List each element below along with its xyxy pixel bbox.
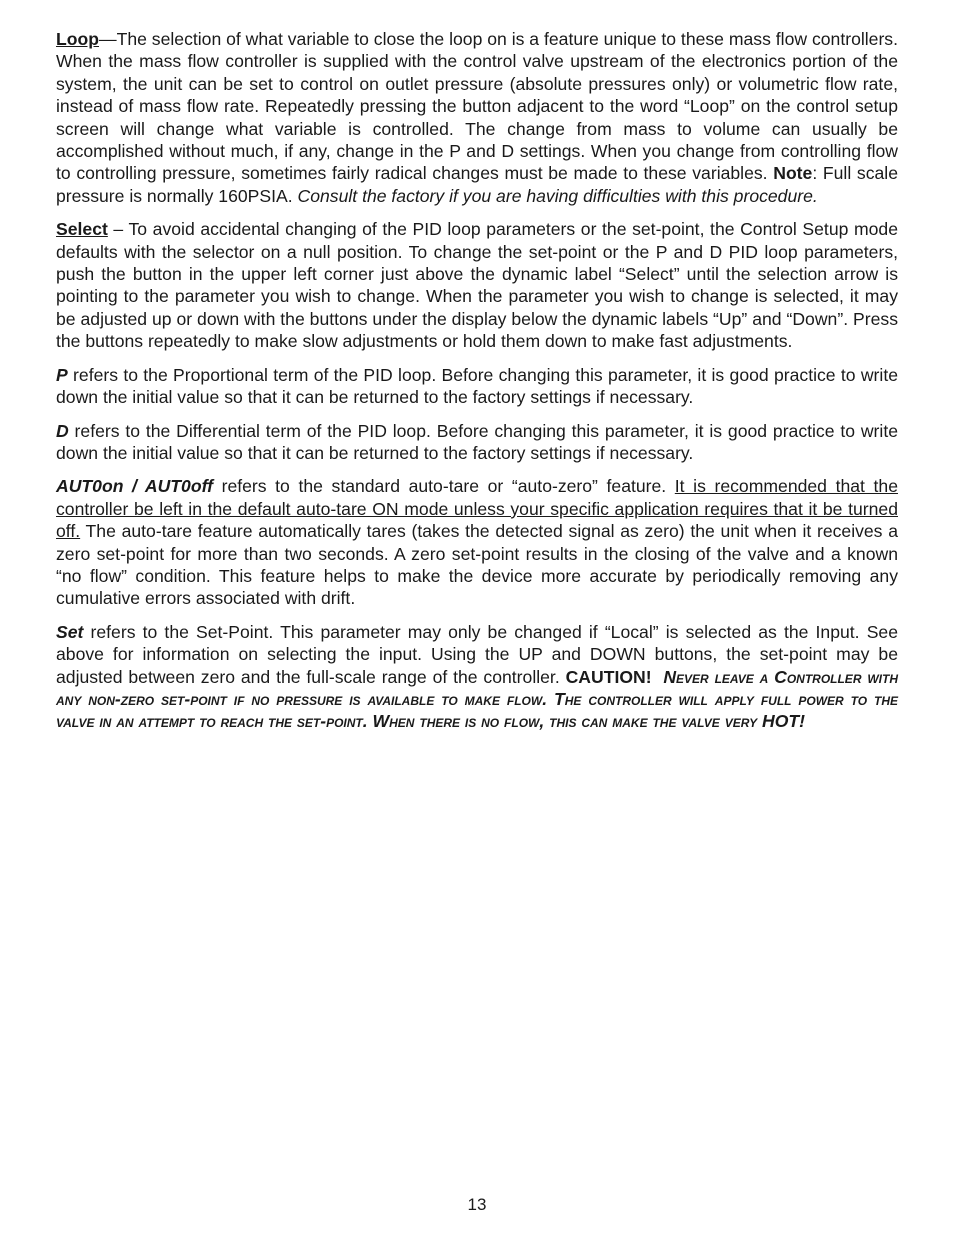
autotare-details: The auto-tare feature automatically tares (takes the detected signal as zero) the unit when it receives a zero set-point for more than two seconds. A zero set-point results in the closing of the valve and a known “no flow” condition. This feature helps to make the device more accurate by periodically removing any cumulative errors associated with drift. [56,521,898,609]
page-number: 13 [467,1195,487,1214]
select-description: – To avoid accidental changing of the PID loop parameters or the set-point, the Control Setup mode defaults with the selector on a null position. To change the set-point or the P and D PID loop parameters, push the button in the upper left corner just above the dynamic label “Select” until the selection arrow is pointing to the parameter you wish to change. When the parameter you wish to change is selected, it may be adjusted up or down with the buttons under the display below the dynamic labels “Up” and “Down”. Press the buttons repeatedly to make slow adjustments or hold them down to make fast adjustments. [56,219,898,352]
select-term: Select [56,219,108,240]
autotare-recommendation: It is recommended that the controller be left in the default auto-tare ON mode unless your specific application requires that it be turned off. [56,476,898,542]
note-text: : Full scale pressure is normally 160PSIA. [56,163,899,206]
autotare-description: refers to the standard auto-tare or “auto-zero” feature. [212,476,675,497]
d-description: refers to the Differential term of the PID loop. Before changing this parameter, it is good practice to write down the initial value so that it can be returned to the factory settings if necessary. [56,420,898,463]
select-paragraph [56,218,898,352]
set-paragraph [56,621,898,733]
autotare-term: AUT0on / AUT0off [56,476,213,497]
d-term: D [56,420,69,441]
p-description: refers to the Proportional term of the PID loop. Before changing this parameter, it is good practice to write down the initial value so that it can be returned to the factory settings if necessary. [56,364,898,408]
set-term: Set [56,621,84,642]
p-term-paragraph [56,364,898,409]
autotare-paragraph [56,475,898,609]
p-term: P [56,364,68,385]
set-description: refers to the Set-Point. This parameter may only be changed if “Local” is selected as the Input. See above for information on selecting the input. Using the UP and DOWN buttons, the set-point may be adjusted between zero and the full-scale range of the controller. [56,621,898,687]
note-label: Note [773,163,813,184]
d-term-paragraph [56,420,898,465]
manual-page-body [56,28,898,744]
caution-warning: Never leave a Controller with any non-zero set-point if no pressure is available to make flow. The controller will apply full power to the valve in an attempt to reach the set-point. When there is no flow, this can make the valve very HOT! [56,666,899,732]
loop-paragraph [56,28,898,207]
loop-description: —The selection of what variable to close the loop on is a feature unique to these mass flow controllers. When the mass flow controller is supplied with the control valve upstream of the electronics portion of the system, the unit can be set to control on outlet pressure (absolute pressures only) or volumetric flow rate, instead of mass flow rate. Repeatedly pressing the button adjacent to the word “Loop” on the control setup screen will change what variable is controlled. The change from mass to volume can usually be accomplished without much, if any, change in the P and D settings. When you change from controlling flow to controlling pressure, sometimes fairly radical changes must be made to these variables. [56,29,898,184]
loop-term: Loop [56,29,99,49]
consult-factory-text: Consult the factory if you are having difficulties with this procedure. [297,185,818,206]
caution-label: CAUTION! [565,666,652,687]
